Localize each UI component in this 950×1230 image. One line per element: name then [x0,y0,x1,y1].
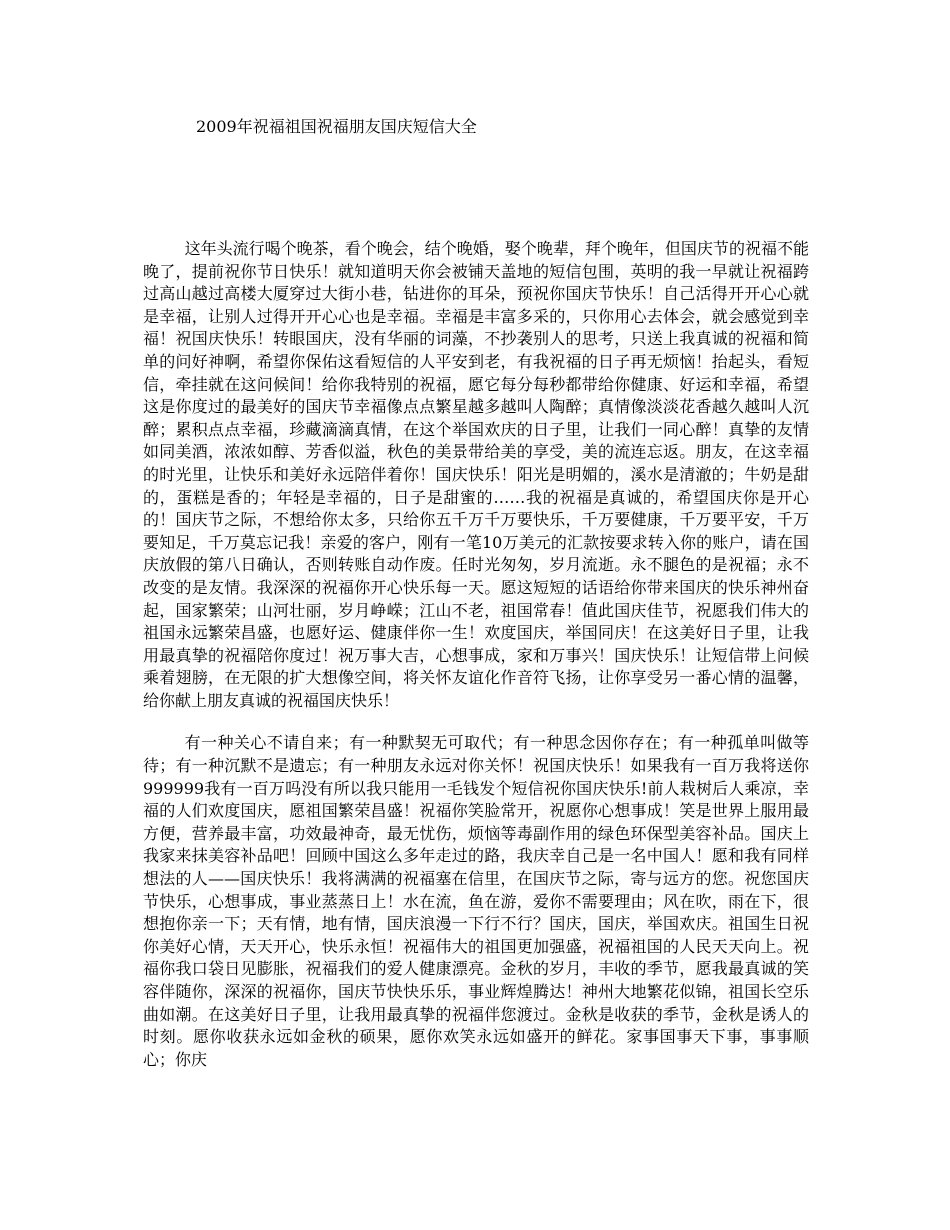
body-paragraph-1: 这年头流行喝个晚茶，看个晚会，结个晚婚，娶个晚辈，拜个晚年，但国庆节的祝福不能晚了，提前祝你节日快乐！就知道明天你会被铺天盖地的短信包围，英明的我一早就让祝福跨过高山越过高楼大厦穿过大街小巷，钻进你的耳朵，预祝你国庆节快乐！自己活得开开心心就是幸福，让别人过得开开心心也是幸福。幸福是丰富多采的，只你用心去体会，就会感觉到幸福！祝国庆快乐！转眼国庆，没有华丽的词藻，不抄袭别人的思考，只送上我真诚的祝福和简单的问好神啊，希望你保佑这看短信的人平安到老，有我祝福的日子再无烦恼！抬起头，看短信，牵挂就在这问候间！给你我特别的祝福，愿它每分每秒都带给你健康、好运和幸福，希望这是你度过的最美好的国庆节幸福像点点繁星越多越叫人陶醉；真情像淡淡花香越久越叫人沉醉；累积点点幸福，珍藏滴滴真情，在这个举国欢庆的日子里，让我们一同心醉！真挚的友情如同美酒，浓浓如醇、芳香似溢，秋色的美景带给美的享受，美的流连忘返。朋友，在这幸福的时光里，让快乐和美好永远陪伴着你！国庆快乐！阳光是明媚的，溪水是清澈的；牛奶是甜的，蛋糕是香的；年轻是幸福的，日子是甜蜜的……我的祝福是真诚的，希望国庆你是开心的！国庆节之际，不想给你太多，只给你五千万千万要快乐，千万要健康，千万要平安，千万要知足，千万莫忘记我！亲爱的客户，刚有一笔10万美元的汇款按要求转入你的账户，请在国庆放假的第八日确认，否则转账自动作废。任时光匆匆，岁月流逝。永不腿色的是祝福；永不改变的是友情。我深深的祝福你开心快乐每一天。愿这短短的话语给你带来国庆的快乐神州奋起，国家繁荣；山河壮丽，岁月峥嵘；江山不老，祖国常春！值此国庆佳节，祝愿我们伟大的祖国永远繁荣昌盛，也愿好运、健康伴你一生！欢度国庆，举国同庆！在这美好日子里，让我用最真挚的祝福陪你度过！祝万事大吉，心想事成，家和万事兴！国庆快乐！让短信带上问候乘着翅膀，在无限的扩大想像空间，将关怀友谊化作音符飞扬，让你享受另一番心情的温馨，给你献上朋友真诚的祝福国庆快乐！ [143,239,809,710]
document-body [143,238,809,1071]
body-paragraph-2: 有一种关心不请自来；有一种默契无可取代；有一种思念因你存在；有一种孤单叫做等待；有一种沉默不是遗忘；有一种朋友永远对你关怀！祝国庆快乐！如果我有一百万我将送你999999我有一百万吗没有所以我只能用一毛钱发个短信祝你国庆快乐!前人栽树后人乘凉，幸福的人们欢度国庆，愿祖国繁荣昌盛！祝福你笑脸常开，祝愿你心想事成！笑是世界上服用最方便，营养最丰富，功效最神奇，最无忧伤，烦恼等毒副作用的绿色环保型美容补品。国庆上我家来抹美容补品吧！回顾中国这么多年走过的路，我庆幸自己是一名中国人！愿和我有同样想法的人——国庆快乐！我将满满的祝福塞在信里，在国庆节之际，寄与远方的您。祝您国庆节快乐，心想事成，事业蒸蒸日上！水在流，鱼在游，爱你不需要理由；风在吹，雨在下，很想抱你亲一下；天有情，地有情，国庆浪漫一下行不行？国庆，国庆，举国欢庆。祖国生日祝你美好心情，天天开心，快乐永恒！祝福伟大的祖国更加强盛，祝福祖国的人民天天向上。祝福你我口袋日见膨胀，祝福我们的爱人健康漂亮。金秋的岁月，丰收的季节，愿我最真诚的笑容伴随你，深深的祝福你，国庆节快快乐乐，事业辉煌腾达！神州大地繁花似锦，祖国长空乐曲如潮。在这美好日子里，让我用最真挚的祝福伴您渡过。金秋是收获的季节，金秋是诱人的时刻。愿你收获永远如金秋的硕果，愿你欢笑永远如盛开的鲜花。家事国事天下事，事事顺心；你庆 [143,733,809,1069]
document-title: 2009年祝福祖国祝福朋友国庆短信大全 [196,117,477,136]
